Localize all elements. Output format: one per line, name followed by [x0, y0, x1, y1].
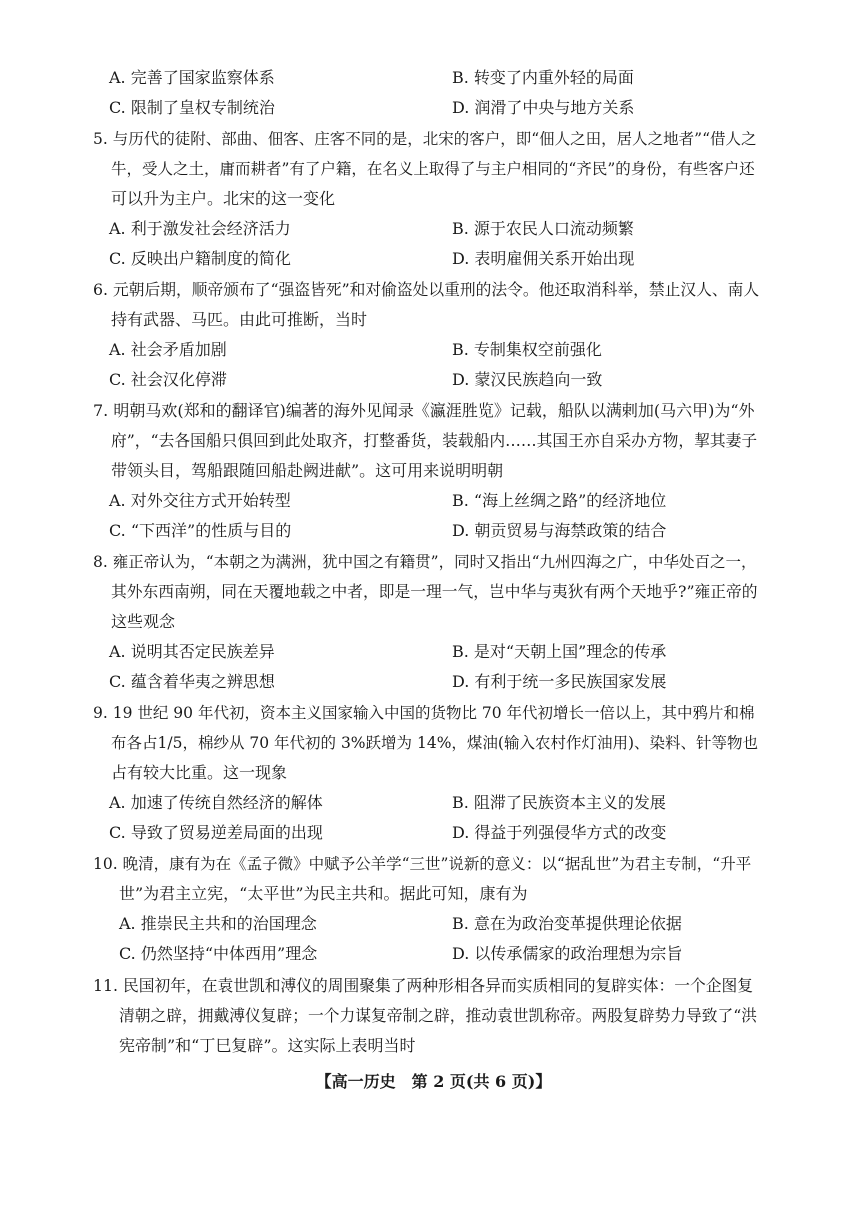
q8-option-a: A. 说明其否定民族差异	[109, 642, 275, 661]
q9-option-a: A. 加速了传统自然经济的解体	[109, 793, 323, 812]
q5-option-b: B. 源于农民人口流动频繁	[452, 219, 634, 238]
q5-option-d: D. 表明雇佣关系开始出现	[452, 249, 635, 268]
q9-stem-line-3: 占有较大比重。这一现象	[111, 763, 288, 782]
q5-option-c: C. 反映出户籍制度的简化	[109, 249, 291, 268]
q9-option-d: D. 得益于列强侵华方式的改变	[452, 823, 667, 842]
q7-option-b: B. “海上丝绸之路”的经济地位	[452, 491, 667, 510]
q6-option-a: A. 社会矛盾加剧	[109, 340, 227, 359]
q7-stem-line-1: 7. 明朝马欢(郑和的翻译官)编著的海外见闻录《瀛涯胜览》记载，船队以满剌加(马六甲)为“外	[93, 401, 755, 420]
q10-stem-line-2: 世”为君主立宪，“太平世”为民主共和。据此可知，康有为	[119, 884, 528, 903]
q8-option-b: B. 是对“天朝上国”理念的传承	[452, 642, 667, 661]
q10-option-a: A. 推崇民主共和的治国理念	[119, 914, 317, 933]
q9-option-b: B. 阻滞了民族资本主义的发展	[452, 793, 666, 812]
q8-stem-line-2: 其外东西南朔，同在天覆地载之中者，即是一理一气，岂中华与夷狄有两个天地乎?”雍正帝的	[111, 582, 758, 601]
q8-stem-line-1: 8. 雍正帝认为，“本朝之为满洲，犹中国之有籍贯”，同时又指出“九州四海之广，中华处百之一，	[93, 553, 757, 571]
q10-option-b: B. 意在为政治变革提供理论依据	[452, 914, 682, 933]
q11-stem-line-3: 宪帝制”和“丁巳复辟”。这实际上表明当时	[119, 1036, 416, 1055]
q7-option-d: D. 朝贡贸易与海禁政策的结合	[452, 521, 667, 540]
q9-stem-line-1: 9. 19 世纪 90 年代初，资本主义国家输入中国的货物比 70 年代初增长一倍以上，其中鸦片和棉	[93, 704, 755, 722]
q10-option-d: D. 以传承儒家的政治理想为宗旨	[452, 944, 683, 963]
q6-option-c: C. 社会汉化停滞	[109, 370, 227, 389]
q10-stem-line-1: 10. 晚清，康有为在《孟子微》中赋予公羊学“三世”说新的意义：以“据乱世”为君主专制，“升平	[93, 855, 752, 873]
q4-option-c: C. 限制了皇权专制统治	[109, 98, 275, 117]
q7-stem-line-2: 府”，“去各国船只俱回到此处取齐，打整番货，装载船内……其国王亦自采办方物，挈其妻子	[111, 431, 758, 450]
q8-stem-line-3: 这些观念	[111, 612, 176, 631]
q4-option-a: A. 完善了国家监察体系	[109, 68, 275, 87]
q4-option-b: B. 转变了内重外轻的局面	[452, 68, 634, 87]
q7-stem-line-3: 带领头目，驾船跟随回船赴阙进献”。这可用来说明明朝	[111, 461, 504, 480]
q8-option-c: C. 蕴含着华夷之辨思想	[109, 672, 275, 691]
q6-option-b: B. 专制集权空前强化	[452, 340, 602, 359]
q10-option-c: C. 仍然坚持“中体西用”理念	[119, 944, 318, 963]
q9-stem-line-2: 布各占1/5，棉纱从 70 年代初的 3%跃增为 14%，煤油(输入农村作灯油用)、染料、针等物也	[111, 734, 759, 752]
q7-option-c: C. “下西洋”的性质与目的	[109, 521, 292, 540]
q11-stem-line-2: 清朝之辟，拥戴溥仪复辟；一个力谋复帝制之辟，推动袁世凯称帝。两股复辟势力导致了“洪	[119, 1006, 758, 1025]
q5-stem-line-2: 牛，受人之土，庸而耕者”有了户籍，在名义上取得了与主户相同的“齐民”的身份，有些客户还	[111, 160, 755, 178]
page-footer: 【高一历史 第 2 页(共 6 页)】	[315, 1072, 552, 1091]
q6-stem-line-2: 持有武器、马匹。由此可推断，当时	[111, 310, 368, 329]
q6-option-d: D. 蒙汉民族趋向一致	[452, 370, 603, 389]
q6-stem-line-1: 6. 元朝后期，顺帝颁布了“强盗皆死”和对偷盗处以重刑的法令。他还取消科举，禁止汉人、南人	[93, 280, 760, 299]
q9-option-c: C. 导致了贸易逆差局面的出现	[109, 823, 323, 842]
q4-option-d: D. 润滑了中央与地方关系	[452, 98, 635, 117]
q5-stem-line-3: 可以升为主户。北宋的这一变化	[111, 189, 336, 208]
q7-option-a: A. 对外交往方式开始转型	[109, 491, 291, 510]
q8-option-d: D. 有利于统一多民族国家发展	[452, 672, 667, 691]
q5-option-a: A. 利于激发社会经济活力	[109, 219, 291, 238]
q11-stem-line-1: 11. 民国初年，在袁世凯和溥仪的周围聚集了两种形相各异而实质相同的复辟实体：一个企图复	[93, 976, 754, 995]
q5-stem-line-1: 5. 与历代的徒附、部曲、佃客、庄客不同的是，北宋的客户，即“佃人之田，居人之地者”“借人之	[93, 130, 757, 148]
